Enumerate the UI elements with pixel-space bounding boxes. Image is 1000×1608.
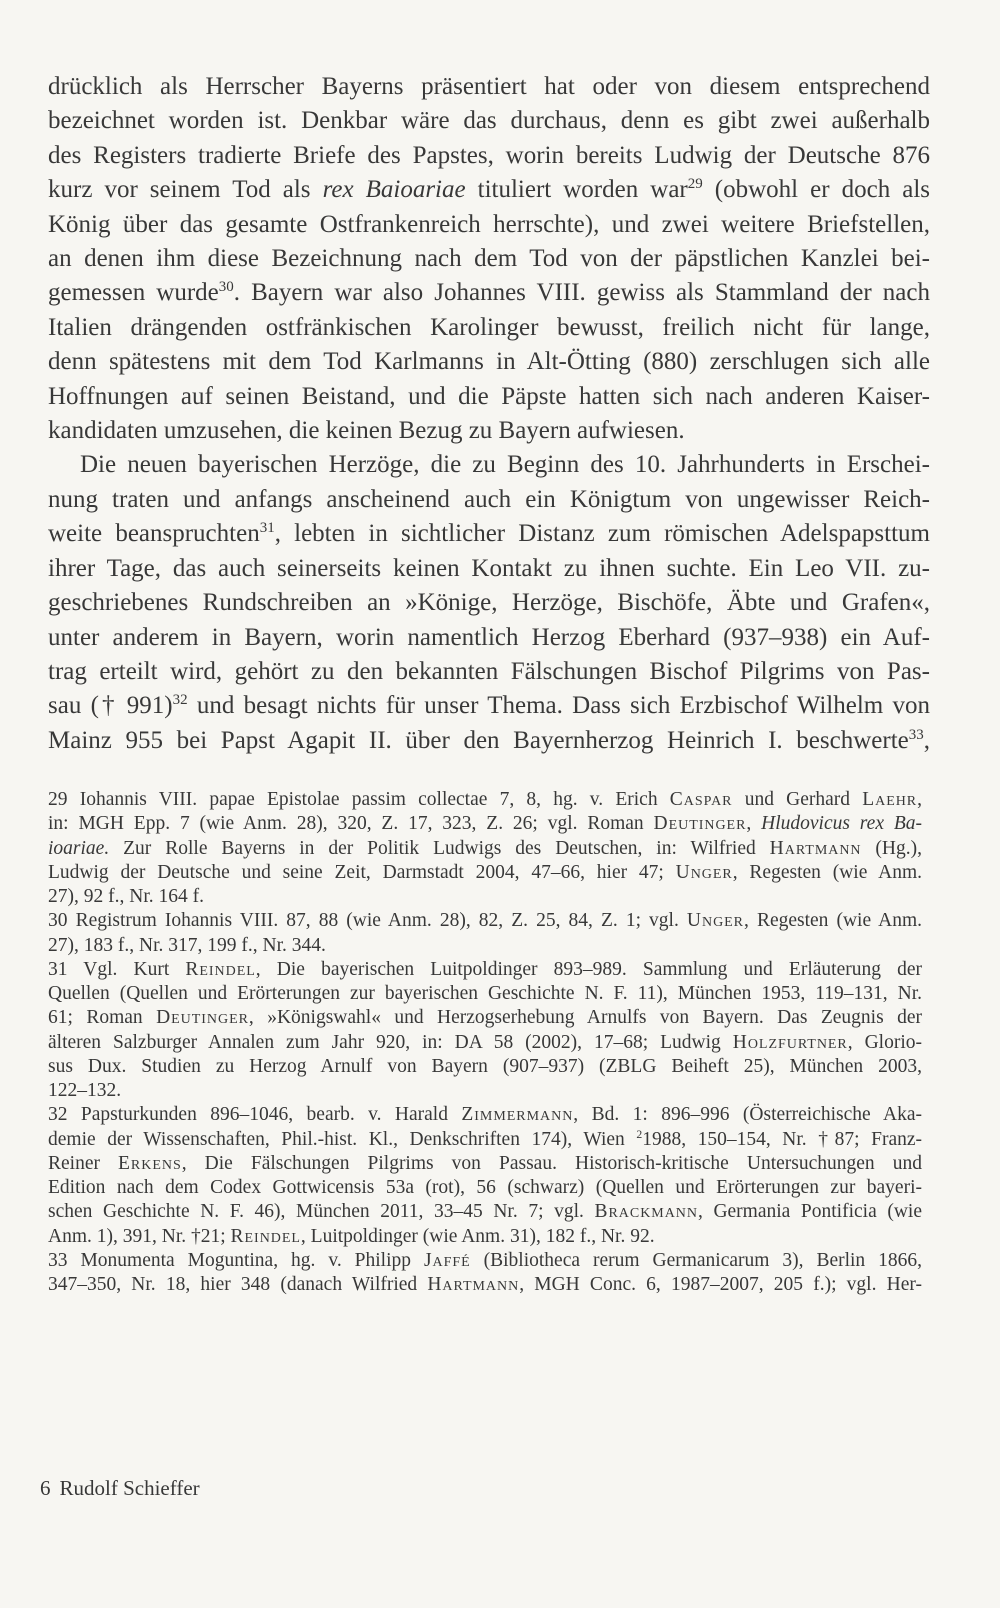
text-line: [48, 1152, 922, 1176]
text-run: , Glorio-: [847, 1031, 922, 1053]
author-name: Reindel: [185, 958, 256, 980]
author-name: Zimmermann: [461, 1104, 574, 1126]
page-number: 6: [40, 1476, 51, 1500]
text-run: kandidaten umzusehen, die keinen Bezug zu Bayern aufwiesen.: [48, 417, 685, 445]
footnote: [48, 909, 922, 958]
text-run: und Gerhard: [732, 789, 863, 810]
text-run: , lebten in sichtlicher Distanz zum römischen Adelspapsttum: [274, 520, 930, 548]
text-line: [48, 1103, 922, 1127]
text-run: an denen ihm diese Bezeichnung nach dem Tod von der päpstlichen Kanzlei bei-: [48, 245, 930, 273]
text-run: Anm. 1), 391, Nr. †21;: [48, 1225, 231, 1247]
footnote-number: 32: [48, 1104, 68, 1126]
text-run: 347–350, Nr. 18, hier 348 (danach Wilfried: [48, 1274, 428, 1295]
author-name: Unger: [675, 861, 733, 883]
text-run: Italien drängenden ostfränkischen Karolinger bewusst, freilich nicht für lange,: [48, 313, 930, 341]
text-run: weite beanspruchten: [48, 520, 260, 548]
text-run: Zur Rolle Bayerns in der Politik Ludwigs des Deutschen, in: Wilfried: [109, 837, 770, 859]
text-run: schen Geschichte N. F. 46), München 2011, 33–45 Nr. 7; vgl.: [48, 1201, 595, 1223]
text-line: [48, 380, 930, 414]
text-run: , Die bayerischen Luitpoldinger 893–989. Sammlung und Erläuterung der: [255, 958, 922, 980]
text-line: [48, 139, 930, 173]
text-run: bezeichnet worden ist. Denkbar wäre das durchaus, denn es gibt zwei außerhalb: [48, 107, 930, 135]
text-run: unter anderem in Bayern, worin namentlich Herzog Eberhard (937–938) ein Auf-: [48, 623, 930, 651]
text-line: [48, 885, 922, 909]
text-line: [48, 1055, 922, 1079]
text-run: , Bd. 1: 896–996 (Österreichische Aka-: [573, 1104, 922, 1126]
text-line: [48, 934, 922, 958]
text-run: Die neuen bayerischen Herzöge, die zu Beginn des 10. Jahrhunderts in Erschei-: [80, 451, 930, 479]
paragraph: [48, 70, 930, 448]
text-line: [48, 1273, 922, 1297]
author-name: Laehr: [862, 789, 918, 810]
author-name: Deutinger: [653, 813, 747, 835]
text-line: [48, 837, 922, 861]
text-run: in: MGH Epp. 7 (wie Anm. 28), 320, Z. 17, 323, Z. 26; vgl. Roman: [48, 813, 654, 835]
running-author: Rudolf Schieffer: [59, 1476, 200, 1500]
text-line: [48, 1249, 922, 1273]
text-run: ,: [923, 726, 930, 754]
author-name: Jaffé: [423, 1249, 471, 1271]
text-run: (Bibliotheca rerum Germanicarum 3), Berlin 1866,: [470, 1249, 923, 1271]
text-line: [48, 70, 930, 104]
text-run: , MGH Conc. 6, 1987–2007, 205 f.); vgl. Her-: [519, 1274, 922, 1295]
text-line: [48, 909, 922, 933]
note-reference: 30: [218, 279, 234, 296]
text-line: [48, 724, 930, 758]
text-run: , »Königswahl« und Herzogserhebung Arnulfs von Bayern. Das Zeugnis der: [248, 1007, 922, 1029]
text-run: 27), 92 f., Nr. 164 f.: [48, 886, 204, 907]
text-line: [48, 173, 930, 207]
text-line: [48, 586, 930, 620]
note-reference: 31: [259, 520, 275, 537]
text-run: 122–132.: [48, 1080, 122, 1101]
author-name: Erkens: [118, 1152, 182, 1174]
text-line: [48, 104, 930, 138]
text-run: (obwohl er doch als: [702, 176, 930, 204]
text-line: [48, 1128, 922, 1152]
text-line: [48, 448, 930, 482]
text-run: gemessen wurde: [48, 279, 219, 307]
text-run: , Regesten (wie Anm.: [732, 861, 922, 883]
author-name: Hartmann: [427, 1274, 520, 1295]
text-run: Iohannis VIII. papae Epistolae passim collectae 7, 8, hg. v. Erich: [79, 789, 670, 810]
text-run: sau († 991): [48, 692, 173, 720]
note-reference: 32: [172, 692, 188, 709]
text-line: [48, 861, 922, 885]
text-run: und besagt nichts für unser Thema. Dass sich Erzbischof Wilhelm von: [187, 692, 930, 720]
text-run: Ludwig der Deutsche und seine Zeit, Darmstadt 2004, 47–66, hier 47;: [48, 861, 676, 883]
italic-text: ioariae.: [48, 837, 110, 859]
text-run: , Germania Pontificia (wie: [697, 1201, 922, 1223]
footnote-number: 31: [48, 958, 68, 980]
text-run: 1988, 150–154, Nr. †87; Franz-: [642, 1128, 922, 1150]
paragraph: [48, 448, 930, 758]
text-run: 61; Roman: [48, 1007, 157, 1029]
text-run: Mainz 955 bei Papst Agapit II. über den Bayernherzog Heinrich I. beschwerte: [48, 726, 909, 754]
text-run: , Regesten (wie Anm.: [744, 910, 923, 932]
note-reference: 2: [636, 1127, 643, 1141]
text-line: [48, 242, 930, 276]
text-run: . Bayern war also Johannes VIII. gewiss als Stammland der nach: [233, 279, 930, 307]
text-run: ihrer Tage, das auch seinerseits keinen Kontakt zu ihnen suchte. Ein Leo VII. zu-: [48, 554, 930, 582]
text-run: ,: [746, 813, 762, 835]
author-name: Unger: [686, 910, 744, 932]
author-name: Holzfurtner: [732, 1031, 848, 1053]
footnote-number: 33: [48, 1249, 68, 1271]
text-run: , Die Fälschungen Pilgrims von Passau. Historisch-kritische Untersuchungen und: [181, 1152, 922, 1174]
note-reference: 33: [908, 726, 924, 743]
text-run: Hoffnungen auf seinen Beistand, und die Päpste hatten sich nach anderen Kaiser-: [48, 382, 930, 410]
text-line: [48, 1031, 922, 1055]
text-run: König über das gesamte Ostfrankenreich herrschte), und zwei weitere Briefstellen,: [48, 210, 930, 238]
text-run: Vgl. Kurt: [83, 958, 186, 980]
page-footer: [40, 1474, 200, 1502]
footnotes: [48, 788, 922, 1297]
text-line: [48, 276, 930, 310]
text-line: [48, 517, 930, 551]
text-run: ,: [917, 789, 922, 810]
footnote: [48, 1103, 922, 1249]
text-run: Registrum Iohannis VIII. 87, 88 (wie Anm. 28), 82, Z. 25, 84, Z. 1; vgl.: [75, 910, 687, 932]
text-line: [48, 788, 922, 812]
text-line: [48, 1079, 922, 1103]
text-line: [48, 311, 930, 345]
italic-text: Hludovicus rex Ba-: [761, 813, 922, 835]
text-run: älteren Salzburger Annalen zum Jahr 920, in: DA 58 (2002), 17–68; Ludwig: [48, 1031, 733, 1053]
text-run: Monumenta Moguntina, hg. v. Philipp: [80, 1249, 424, 1271]
footnote-number: 30: [48, 910, 68, 932]
text-line: [48, 552, 930, 586]
text-run: kurz vor seinem Tod als: [48, 176, 323, 204]
text-line: [48, 208, 930, 242]
note-reference: 29: [687, 176, 703, 193]
footnote: [48, 1249, 922, 1298]
text-run: drücklich als Herrscher Bayerns präsentiert hat oder von diesem entsprechend: [48, 73, 930, 100]
text-line: [48, 345, 930, 379]
footnote: [48, 958, 922, 1104]
text-line: [48, 1200, 922, 1224]
text-line: [48, 483, 930, 517]
text-line: [48, 621, 930, 655]
text-run: tituliert worden war: [465, 176, 688, 204]
author-name: Brackmann: [594, 1201, 698, 1223]
text-line: [48, 1225, 922, 1249]
body-text: [48, 70, 930, 758]
text-line: [48, 982, 922, 1006]
author-name: Reindel: [230, 1225, 301, 1247]
footnote: [48, 788, 922, 909]
text-run: , Luitpoldinger (wie Anm. 31), 182 f., Nr. 92.: [300, 1225, 655, 1247]
text-run: trag erteilt wird, gehört zu den bekannten Fälschungen Bischof Pilgrims von Pas-: [48, 657, 930, 685]
text-run: denn spätestens mit dem Tod Karlmanns in Alt-Ötting (880) zerschlugen sich alle: [48, 348, 930, 376]
text-line: [48, 1176, 922, 1200]
text-line: [48, 689, 930, 723]
text-run: (Hg.),: [861, 837, 922, 859]
text-run: sus Dux. Studien zu Herzog Arnulf von Bayern (907–937) (ZBLG Beiheft 25), München 2003,: [48, 1055, 922, 1077]
italic-text: rex Baioariae: [322, 176, 466, 204]
text-run: des Registers tradierte Briefe des Papstes, worin bereits Ludwig der Deutsche 876: [48, 141, 930, 169]
text-run: Quellen (Quellen und Erörterungen zur bayerischen Geschichte N. F. 11), München 1953, 119–131, Nr.: [48, 983, 922, 1004]
text-line: [48, 1006, 922, 1030]
text-line: [48, 958, 922, 982]
author-name: Caspar: [669, 789, 733, 810]
author-name: Hartmann: [769, 837, 862, 859]
text-run: nung traten und anfangs anscheinend auch ein Königtum von ungewisser Reich-: [48, 485, 930, 513]
text-run: demie der Wissenschaften, Phil.-hist. Kl., Denkschriften 174), Wien: [48, 1128, 637, 1150]
text-line: [48, 414, 930, 448]
footnote-number: 29: [48, 789, 68, 810]
text-run: Reiner: [48, 1152, 119, 1174]
text-run: Papsturkunden 896–1046, bearb. v. Harald: [80, 1104, 462, 1126]
text-run: 27), 183 f., Nr. 317, 199 f., Nr. 344.: [48, 934, 326, 956]
author-name: Deutinger: [156, 1007, 249, 1029]
text-line: [48, 655, 930, 689]
text-run: geschriebenes Rundschreiben an »Könige, Herzöge, Bischöfe, Äbte und Grafen«,: [48, 589, 930, 617]
text-run: Edition nach dem Codex Gottwicensis 53a (rot), 56 (schwarz) (Quellen und Erörterungen zur bayeri-: [48, 1177, 922, 1198]
text-line: [48, 812, 922, 836]
